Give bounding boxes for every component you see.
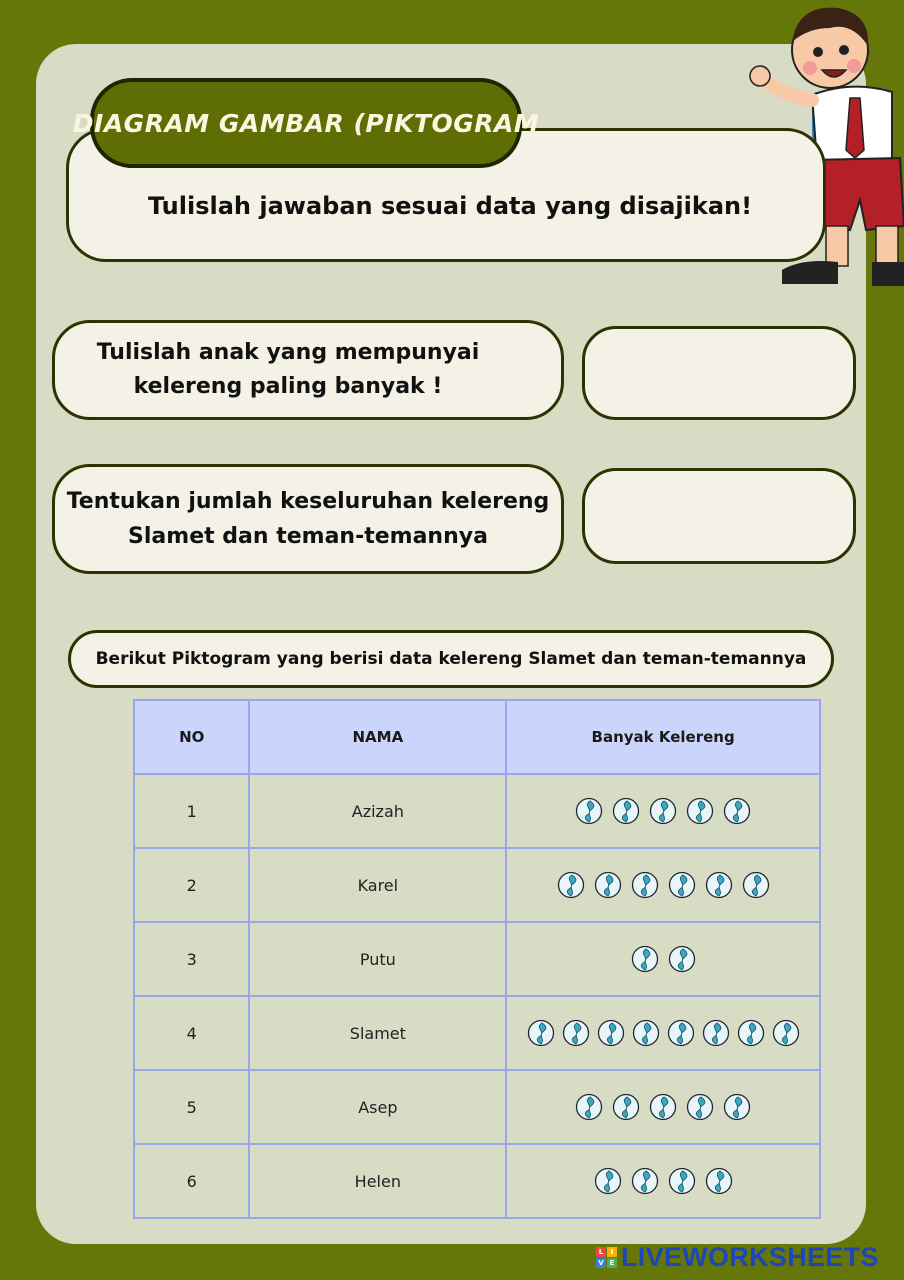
table-row <box>134 996 820 1070</box>
marble-icon <box>649 797 677 825</box>
marble-icon <box>632 1019 660 1047</box>
row-no: 5 <box>134 1070 249 1144</box>
instruction-text: Tulislah jawaban sesuai data yang disajikan! <box>147 192 753 220</box>
marble-icon <box>668 945 696 973</box>
marble-icon <box>631 1167 659 1195</box>
table-row <box>134 1070 820 1144</box>
row-nama: Putu <box>249 922 506 996</box>
marble-icon <box>705 871 733 899</box>
worksheet-title: DIAGRAM GAMBAR (PIKTOGRAM <box>72 108 540 138</box>
marble-icon <box>631 871 659 899</box>
row-no: 1 <box>134 774 249 848</box>
row-nama: Asep <box>249 1070 506 1144</box>
row-no: 2 <box>134 848 249 922</box>
row-no: 3 <box>134 922 249 996</box>
marble-icon <box>594 1167 622 1195</box>
row-no: 4 <box>134 996 249 1070</box>
marble-icon <box>742 871 770 899</box>
row-marbles <box>506 1070 820 1144</box>
marble-icon <box>594 871 622 899</box>
marble-icon <box>772 1019 800 1047</box>
row-nama: Azizah <box>249 774 506 848</box>
row-nama: Helen <box>249 1144 506 1218</box>
marble-icon <box>612 1093 640 1121</box>
header-no: NO <box>134 700 249 774</box>
row-nama: Karel <box>249 848 506 922</box>
row-marbles <box>506 922 820 996</box>
row-marbles <box>506 1144 820 1218</box>
marble-icon <box>705 1167 733 1195</box>
table-row <box>134 774 820 848</box>
pictogram-caption: Berikut Piktogram yang berisi data kelereng Slamet dan teman-temannya <box>68 630 834 688</box>
marble-icon <box>723 1093 751 1121</box>
question-1-line-1: Tulislah anak yang mempunyai <box>96 339 480 365</box>
header-banyak-kelereng: Banyak Kelereng <box>506 700 820 774</box>
brand-text: LIVEWORKSHEETS <box>621 1242 879 1272</box>
title-tab <box>72 78 540 168</box>
marble-icon <box>686 797 714 825</box>
question-2-line-1: Tentukan jumlah keseluruhan kelereng <box>66 488 550 514</box>
marble-icon <box>557 871 585 899</box>
liveworksheets-logo-icon <box>596 1247 617 1268</box>
answer-2-field[interactable] <box>582 468 856 564</box>
marble-icon <box>575 797 603 825</box>
question-1 <box>52 320 564 420</box>
marble-icon <box>631 945 659 973</box>
pictogram-table <box>133 699 821 1219</box>
question-1-line-2: kelereng paling banyak ! <box>133 374 443 399</box>
marble-icon <box>702 1019 730 1047</box>
marble-icon <box>686 1093 714 1121</box>
logo-letter: L <box>596 1247 606 1257</box>
marble-icon <box>612 797 640 825</box>
question-2 <box>52 464 564 574</box>
marble-icon <box>562 1019 590 1047</box>
row-no: 6 <box>134 1144 249 1218</box>
answer-1-field[interactable] <box>582 326 856 420</box>
marble-icon <box>723 797 751 825</box>
question-2-line-2: Slamet dan teman-temannya <box>128 524 488 549</box>
header-nama: NAMA <box>249 700 506 774</box>
marble-icon <box>737 1019 765 1047</box>
logo-letter: V <box>596 1258 606 1268</box>
table-row <box>134 1144 820 1218</box>
marble-icon <box>667 1019 695 1047</box>
logo-letter: I <box>607 1247 617 1257</box>
marble-icon <box>668 871 696 899</box>
marble-icon <box>575 1093 603 1121</box>
table-row <box>134 922 820 996</box>
row-nama: Slamet <box>249 996 506 1070</box>
marble-icon <box>668 1167 696 1195</box>
row-marbles <box>506 774 820 848</box>
logo-letter: E <box>607 1258 617 1268</box>
marble-icon <box>649 1093 677 1121</box>
table-row <box>134 848 820 922</box>
marble-icon <box>597 1019 625 1047</box>
liveworksheets-brand <box>596 1242 879 1273</box>
marble-icon <box>527 1019 555 1047</box>
row-marbles <box>506 848 820 922</box>
row-marbles <box>506 996 820 1070</box>
